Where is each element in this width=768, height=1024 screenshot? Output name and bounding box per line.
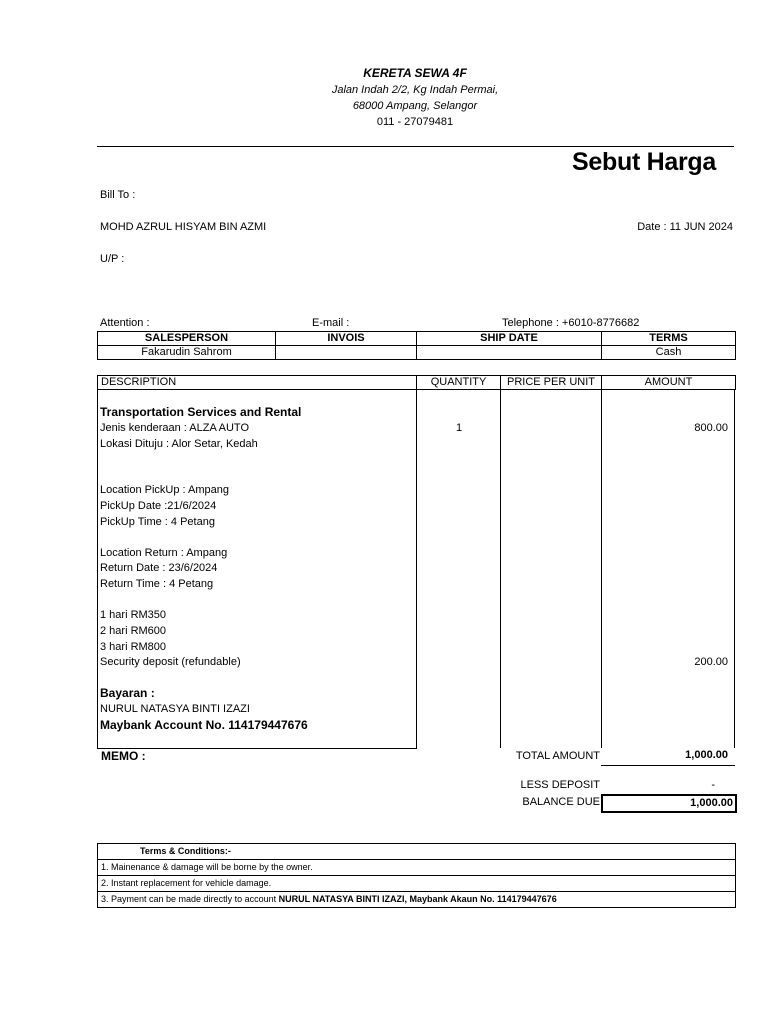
header-divider (97, 146, 734, 147)
items-frame-left (97, 389, 98, 748)
info-value-row (98, 346, 736, 360)
description-header: DESCRIPTION (98, 376, 417, 390)
account-line: Maybank Account No. 114179447676 (100, 718, 308, 732)
total-underline (601, 765, 735, 766)
rate-3-day-line: 3 hari RM800 (100, 641, 167, 653)
terms-box (97, 843, 736, 908)
pickup-time-line: PickUp Time : 4 Petang (100, 516, 215, 528)
pickup-date-line: PickUp Date :21/6/2024 (100, 500, 217, 512)
bill-to-name: MOHD AZRUL HISYAM BIN AZMI (100, 221, 267, 233)
memo-label: MEMO : (101, 749, 146, 763)
salesperson-header: SALESPERSON (98, 332, 276, 346)
items-divider-1 (416, 389, 417, 748)
destination-line: Lokasi Dituju : Alor Setar, Kedah (100, 438, 258, 450)
terms-value: Cash (602, 346, 736, 360)
items-divider-2 (500, 389, 501, 748)
quantity-header: QUANTITY (417, 376, 501, 390)
return-time-line: Return Time : 4 Petang (100, 578, 214, 590)
rental-amount-value: 800.00 (694, 422, 728, 434)
rate-1-day-line: 1 hari RM350 (100, 609, 167, 621)
telephone-label: Telephone : +6010-8776682 (502, 317, 640, 329)
info-table (97, 331, 736, 360)
amount-header: AMOUNT (602, 376, 736, 390)
return-date-line: Return Date : 23/6/2024 (100, 562, 218, 574)
invois-header: INVOIS (276, 332, 417, 346)
vehicle-line: Jenis kenderaan : ALZA AUTO (100, 422, 249, 434)
deposit-line: Security deposit (refundable) (100, 656, 241, 668)
terms-item-3-account: NURUL NATASYA BINTI IZAZI, Maybank Akaun No. 114179447676 (278, 894, 557, 904)
pickup-location-line: Location PickUp : Ampang (100, 484, 230, 496)
items-frame-right (734, 389, 735, 748)
terms-header: TERMS (602, 332, 736, 346)
email-label: E-mail : (312, 317, 350, 329)
company-address-line1: Jalan Indah 2/2, Kg Indah Permai, (331, 84, 499, 96)
ship-date-value (417, 346, 602, 360)
document-date: Date : 11 JUN 2024 (637, 221, 733, 233)
less-deposit-value: - (711, 779, 715, 791)
deposit-amount-value: 200.00 (694, 656, 728, 668)
attention-label: Attention : (100, 317, 150, 329)
items-divider-3 (601, 389, 602, 748)
balance-due-label: BALANCE DUE (522, 796, 600, 808)
rate-2-day-line: 2 hari RM600 (100, 625, 167, 637)
terms-item-3 (98, 891, 735, 907)
total-amount-label: TOTAL AMOUNT (515, 750, 600, 762)
info-header-row (98, 332, 736, 346)
terms-item-3-text: 3. Payment can be made directly to account (101, 894, 279, 904)
quantity-value: 1 (456, 422, 463, 434)
less-deposit-label: LESS DEPOSIT (520, 779, 600, 791)
items-table-header (97, 375, 736, 390)
company-name: KERETA SEWA 4F (363, 66, 467, 80)
terms-item-2: 2. Instant replacement for vehicle damage. (98, 875, 735, 891)
balance-due-value: 1,000.00 (601, 794, 737, 813)
payment-label: Bayaran : (100, 686, 155, 700)
service-title: Transportation Services and Rental (100, 405, 302, 419)
return-location-line: Location Return : Ampang (100, 547, 228, 559)
salesperson-value: Fakarudin Sahrom (98, 346, 276, 360)
ship-date-header: SHIP DATE (417, 332, 602, 346)
up-label: U/P : (100, 253, 125, 265)
document-title: Sebut Harga (572, 148, 716, 176)
company-address-line2: 68000 Ampang, Selangor (352, 100, 478, 112)
payee-line: NURUL NATASYA BINTI IZAZI (100, 703, 250, 715)
total-amount-value: 1,000.00 (685, 749, 728, 761)
bill-to-label: Bill To : (100, 189, 136, 201)
price-header: PRICE PER UNIT (501, 376, 602, 390)
terms-title: Terms & Conditions:- (140, 846, 231, 856)
company-phone: 011 - 27079481 (376, 116, 454, 128)
invois-value (276, 346, 417, 360)
terms-item-1: 1. Mainenance & damage will be borne by the owner. (98, 859, 735, 875)
